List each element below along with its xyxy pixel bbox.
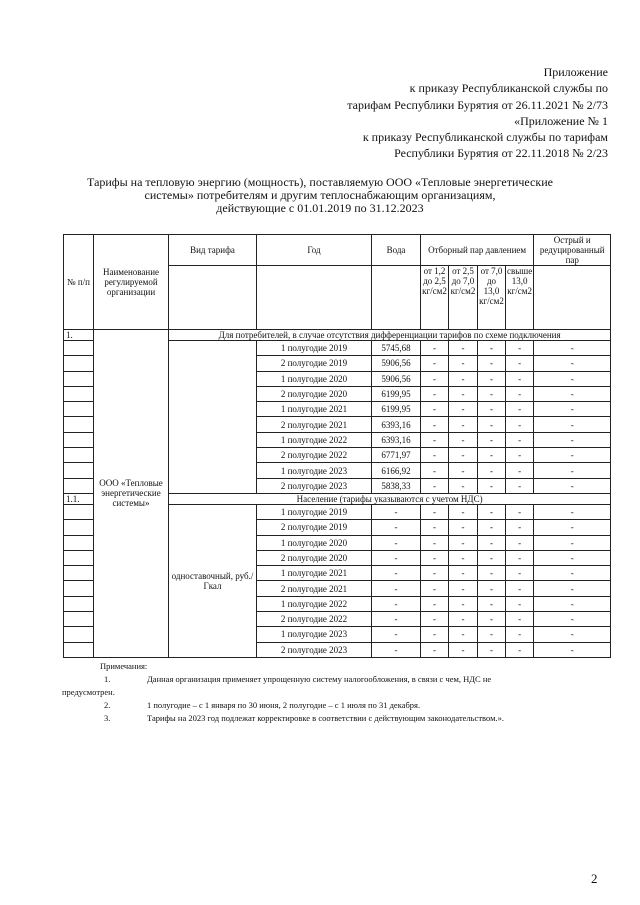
empty-value: - <box>478 627 506 642</box>
empty-value: - <box>421 432 449 447</box>
notes <box>62 660 608 725</box>
empty-value: - <box>449 596 478 611</box>
water-value: 5906,56 <box>372 356 421 371</box>
empty-value: - <box>506 627 534 642</box>
period: 1 полугодие 2020 <box>257 371 372 386</box>
empty-value: - <box>534 432 611 447</box>
empty-value: - <box>478 550 506 565</box>
header-tariff-type-blank <box>169 266 257 330</box>
row-number-blank <box>64 642 94 657</box>
empty-value: - <box>506 432 534 447</box>
empty-value: - <box>449 566 478 581</box>
empty-value: - <box>421 478 449 493</box>
empty-value: - <box>449 432 478 447</box>
header-line: «Приложение № 1 <box>514 113 608 128</box>
empty-value: - <box>506 478 534 493</box>
water-value: - <box>372 566 421 581</box>
period: 1 полугодие 2019 <box>257 504 372 519</box>
header-num: № п/п <box>64 235 94 330</box>
section-title: Для потребителей, в случае отсутствия дифференциации тарифов по схеме подключения <box>169 330 611 341</box>
note-text: Данная организация применяет упрощенную систему налогообложения, в связи с чем, НДС не <box>147 674 492 684</box>
period: 1 полугодие 2020 <box>257 535 372 550</box>
empty-value: - <box>478 432 506 447</box>
period: 1 полугодие 2019 <box>257 341 372 356</box>
empty-value: - <box>478 596 506 611</box>
empty-value: - <box>449 386 478 401</box>
note-number: 3. <box>104 713 111 723</box>
empty-value: - <box>534 504 611 519</box>
empty-value: - <box>449 550 478 565</box>
empty-value: - <box>534 642 611 657</box>
row-number-blank <box>64 550 94 565</box>
row-number-blank <box>64 581 94 596</box>
period: 2 полугодие 2023 <box>257 642 372 657</box>
water-value: - <box>372 535 421 550</box>
empty-value: - <box>506 504 534 519</box>
row-number-blank <box>64 432 94 447</box>
empty-value: - <box>534 386 611 401</box>
water-value: 6771,97 <box>372 448 421 463</box>
empty-value: - <box>478 612 506 627</box>
section-number: 1.1. <box>64 493 94 504</box>
empty-value: - <box>478 386 506 401</box>
period: 1 полугодие 2023 <box>257 463 372 478</box>
empty-value: - <box>534 417 611 432</box>
empty-value: - <box>478 448 506 463</box>
row-number-blank <box>64 627 94 642</box>
empty-value: - <box>506 520 534 535</box>
period: 1 полугодие 2023 <box>257 627 372 642</box>
period: 2 полугодие 2023 <box>257 478 372 493</box>
header-water-blank <box>372 266 421 330</box>
tariff-type <box>169 341 257 494</box>
note-item <box>100 699 608 712</box>
empty-value: - <box>421 566 449 581</box>
row-number-blank <box>64 612 94 627</box>
water-value: 6166,92 <box>372 463 421 478</box>
empty-value: - <box>421 627 449 642</box>
water-value: 6199,95 <box>372 386 421 401</box>
title-line: Тарифы на тепловую энергию (мощность), поставляемую ООО «Тепловые энергетические <box>87 175 553 189</box>
empty-value: - <box>421 504 449 519</box>
empty-value: - <box>449 356 478 371</box>
header-line: тарифам Республики Бурятия от 26.11.2021 № 2/73 <box>347 97 608 112</box>
water-value: - <box>372 596 421 611</box>
empty-value: - <box>421 417 449 432</box>
empty-value: - <box>421 596 449 611</box>
empty-value: - <box>506 566 534 581</box>
title-line: системы» потребителям и другим теплоснабжающим организациям, <box>144 188 496 202</box>
empty-value: - <box>478 535 506 550</box>
empty-value: - <box>534 627 611 642</box>
period: 2 полугодие 2022 <box>257 612 372 627</box>
empty-value: - <box>534 463 611 478</box>
header-sharp-blank <box>534 266 611 330</box>
water-value: 5838,33 <box>372 478 421 493</box>
empty-value: - <box>478 642 506 657</box>
empty-value: - <box>421 448 449 463</box>
empty-value: - <box>478 504 506 519</box>
empty-value: - <box>478 371 506 386</box>
empty-value: - <box>534 520 611 535</box>
empty-value: - <box>449 520 478 535</box>
header-year-blank <box>257 266 372 330</box>
empty-value: - <box>421 341 449 356</box>
row-number-blank <box>64 566 94 581</box>
section-number: 1. <box>64 330 94 341</box>
period: 1 полугодие 2021 <box>257 566 372 581</box>
tariff-table <box>63 234 611 658</box>
note-number: 1. <box>104 674 111 684</box>
empty-value: - <box>506 356 534 371</box>
water-value: 5906,56 <box>372 371 421 386</box>
water-value: - <box>372 504 421 519</box>
empty-value: - <box>421 463 449 478</box>
period: 1 полугодие 2022 <box>257 432 372 447</box>
row-number-blank <box>64 371 94 386</box>
header-steam-sub: от 1,2 до 2,5 кг/см2 <box>421 266 449 330</box>
empty-value: - <box>449 535 478 550</box>
header-steam: Отборный пар давлением <box>421 235 534 266</box>
water-value: - <box>372 520 421 535</box>
empty-value: - <box>449 463 478 478</box>
empty-value: - <box>534 550 611 565</box>
empty-value: - <box>534 566 611 581</box>
note-text: Тарифы на 2023 год подлежат корректировке в соответствии с действующим законодательством.». <box>147 713 504 723</box>
empty-value: - <box>534 371 611 386</box>
empty-value: - <box>534 448 611 463</box>
period: 2 полугодие 2020 <box>257 386 372 401</box>
empty-value: - <box>506 341 534 356</box>
note-text-continued: предусмотрен. <box>62 687 115 697</box>
empty-value: - <box>506 642 534 657</box>
section-title: Население (тарифы указываются с учетом НДС) <box>169 493 611 504</box>
empty-value: - <box>449 402 478 417</box>
empty-value: - <box>534 356 611 371</box>
water-value: - <box>372 642 421 657</box>
note-text: 1 полугодие – с 1 января по 30 июня, 2 полугодие – с 1 июля по 31 декабря. <box>147 700 421 710</box>
empty-value: - <box>534 596 611 611</box>
empty-value: - <box>421 402 449 417</box>
empty-value: - <box>449 504 478 519</box>
empty-value: - <box>506 448 534 463</box>
title-line: действующие с 01.01.2019 по 31.12.2023 <box>216 201 424 215</box>
row-number-blank <box>64 386 94 401</box>
empty-value: - <box>478 463 506 478</box>
empty-value: - <box>421 520 449 535</box>
empty-value: - <box>449 448 478 463</box>
header-line: к приказу Республиканской службы по тарифам <box>362 130 608 145</box>
header-sharp-steam: Острый и редуцированный пар <box>534 235 611 266</box>
period: 1 полугодие 2022 <box>257 596 372 611</box>
empty-value: - <box>506 463 534 478</box>
empty-value: - <box>421 535 449 550</box>
water-value: 5745,68 <box>372 341 421 356</box>
empty-value: - <box>478 520 506 535</box>
tariff-type: одноставочный, руб./Гкал <box>169 504 257 657</box>
row-number-blank <box>64 596 94 611</box>
header-steam-sub: свыше 13,0 кг/см2 <box>506 266 534 330</box>
empty-value: - <box>506 402 534 417</box>
empty-value: - <box>478 356 506 371</box>
notes-heading: Примечания: <box>100 661 148 671</box>
note-number: 2. <box>104 700 111 710</box>
empty-value: - <box>449 581 478 596</box>
period: 2 полугодие 2019 <box>257 356 372 371</box>
empty-value: - <box>421 386 449 401</box>
period: 2 полугодие 2022 <box>257 448 372 463</box>
empty-value: - <box>478 402 506 417</box>
water-value: - <box>372 612 421 627</box>
header-year: Год <box>257 235 372 266</box>
appendix-header <box>278 64 608 162</box>
empty-value: - <box>449 478 478 493</box>
empty-value: - <box>421 612 449 627</box>
header-line: к приказу Республиканской службы по <box>409 81 608 96</box>
water-value: 6393,16 <box>372 432 421 447</box>
section-row <box>64 330 611 341</box>
empty-value: - <box>421 581 449 596</box>
document-title <box>60 176 580 215</box>
empty-value: - <box>534 402 611 417</box>
empty-value: - <box>534 581 611 596</box>
empty-value: - <box>506 386 534 401</box>
note-item <box>62 673 608 699</box>
header-water: Вода <box>372 235 421 266</box>
row-number-blank <box>64 448 94 463</box>
row-number-blank <box>64 356 94 371</box>
row-number-blank <box>64 402 94 417</box>
period: 2 полугодие 2021 <box>257 417 372 432</box>
header-line: Республики Бурятия от 22.11.2018 № 2/23 <box>394 146 608 161</box>
empty-value: - <box>506 371 534 386</box>
empty-value: - <box>534 341 611 356</box>
empty-value: - <box>506 581 534 596</box>
empty-value: - <box>449 642 478 657</box>
empty-value: - <box>421 642 449 657</box>
header-org: Наименование регулируемой организации <box>94 235 169 330</box>
row-number-blank <box>64 341 94 356</box>
empty-value: - <box>449 627 478 642</box>
row-number-blank <box>64 463 94 478</box>
header-steam-sub: от 7,0 до 13,0 кг/см2 <box>478 266 506 330</box>
empty-value: - <box>421 550 449 565</box>
period: 1 полугодие 2021 <box>257 402 372 417</box>
header-line: Приложение <box>543 65 608 79</box>
empty-value: - <box>534 612 611 627</box>
empty-value: - <box>478 478 506 493</box>
period: 2 полугодие 2020 <box>257 550 372 565</box>
water-value: 6393,16 <box>372 417 421 432</box>
period: 2 полугодие 2019 <box>257 520 372 535</box>
organization-name: ООО «Тепловые энергетические системы» <box>94 330 169 658</box>
empty-value: - <box>534 478 611 493</box>
empty-value: - <box>449 417 478 432</box>
water-value: 6199,95 <box>372 402 421 417</box>
empty-value: - <box>506 417 534 432</box>
empty-value: - <box>449 371 478 386</box>
water-value: - <box>372 581 421 596</box>
empty-value: - <box>478 581 506 596</box>
water-value: - <box>372 550 421 565</box>
empty-value: - <box>478 417 506 432</box>
row-number-blank <box>64 417 94 432</box>
row-number-blank <box>64 504 94 519</box>
page-number: 2 <box>591 871 598 886</box>
empty-value: - <box>478 566 506 581</box>
row-number-blank <box>64 520 94 535</box>
header-tariff-type: Вид тарифа <box>169 235 257 266</box>
note-item <box>100 712 608 725</box>
period: 2 полугодие 2021 <box>257 581 372 596</box>
row-number-blank <box>64 535 94 550</box>
empty-value: - <box>421 371 449 386</box>
header-steam-sub: от 2,5 до 7,0 кг/см2 <box>449 266 478 330</box>
empty-value: - <box>478 341 506 356</box>
empty-value: - <box>506 535 534 550</box>
empty-value: - <box>449 612 478 627</box>
empty-value: - <box>534 535 611 550</box>
empty-value: - <box>506 596 534 611</box>
empty-value: - <box>421 356 449 371</box>
water-value: - <box>372 627 421 642</box>
empty-value: - <box>506 612 534 627</box>
row-number-blank <box>64 478 94 493</box>
empty-value: - <box>506 550 534 565</box>
empty-value: - <box>449 341 478 356</box>
